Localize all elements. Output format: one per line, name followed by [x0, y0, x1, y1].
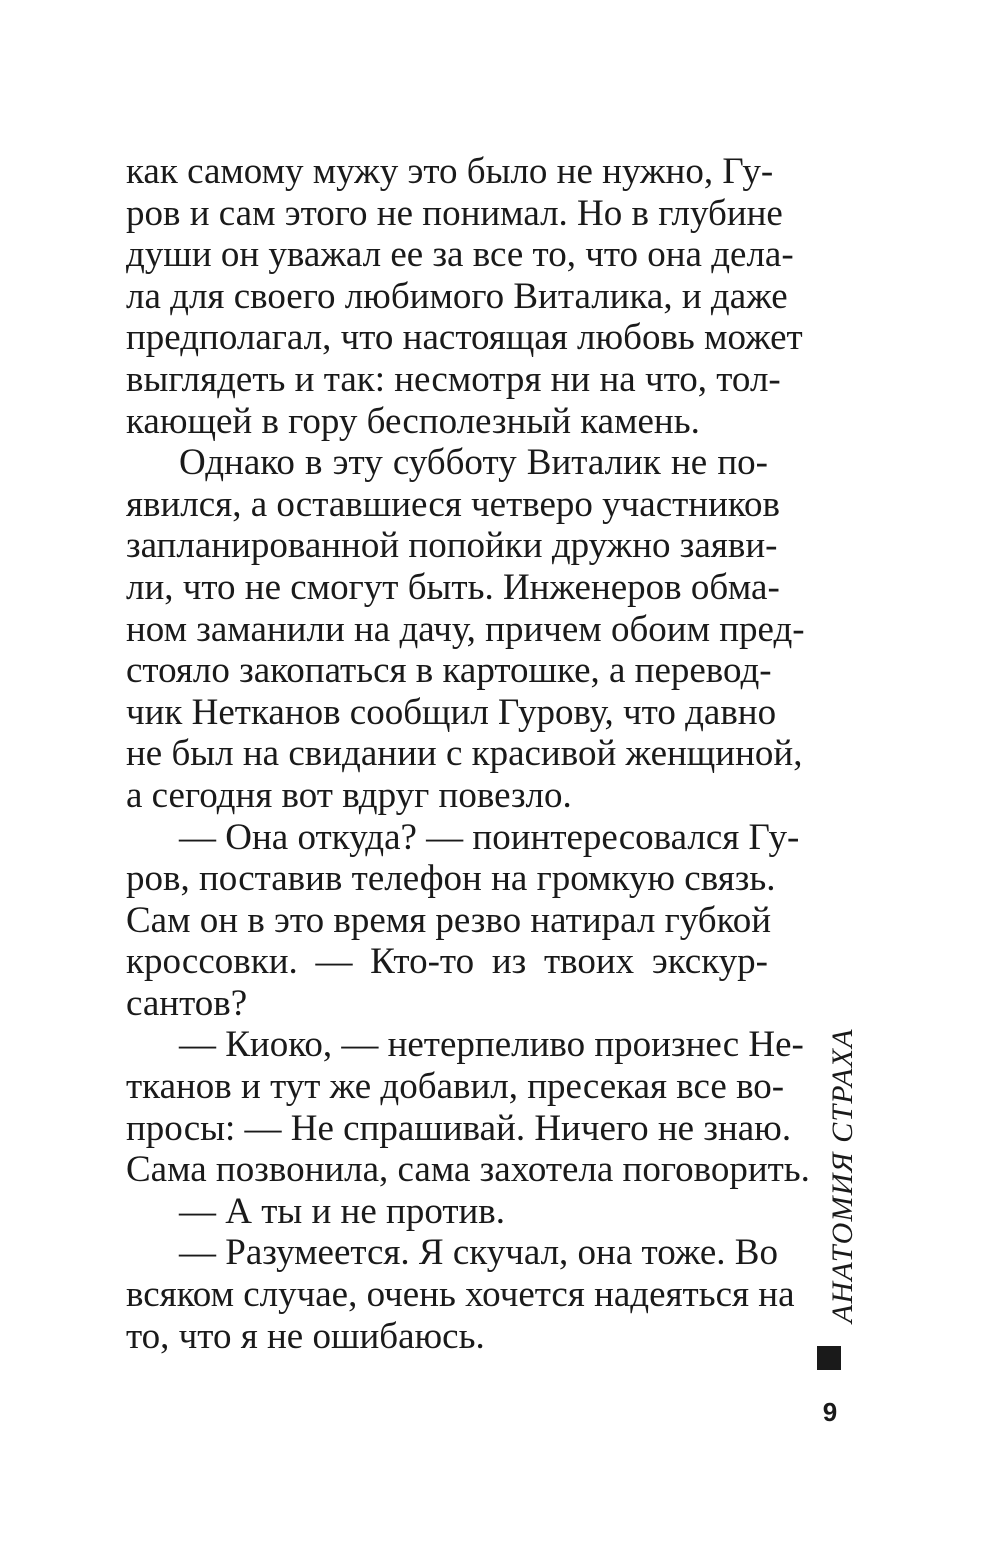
text-line: сантов?	[126, 982, 248, 1024]
text-line: — Она откуда? — поинтересовался Гу-	[179, 816, 800, 858]
text-line: запланированной попойки дружно заяви-	[126, 525, 778, 567]
text-line: явился, а оставшиеся четверо участников	[126, 483, 780, 525]
text-line: Сама позвонила, сама захотела поговорить.	[126, 1149, 810, 1191]
text-line: то, что я не ошибаюсь.	[126, 1315, 485, 1357]
text-line: тканов и тут же добавил, пресекая все во-	[126, 1066, 785, 1108]
text-line: ном заманили на дачу, причем обоим пред-	[126, 608, 805, 650]
text-line: всяком случае, очень хочется надеяться на	[126, 1274, 795, 1316]
text-line: ров, поставив телефон на громкую связь.	[126, 858, 776, 900]
running-head: АНАТОМИЯ СТРАХА	[826, 1028, 859, 1323]
text-line: Однако в эту субботу Виталик не по-	[179, 442, 768, 484]
text-line: ла для своего любимого Виталика, и даже	[126, 275, 788, 317]
text-line: просы: — Не спрашивай. Ничего не знаю.	[126, 1107, 792, 1149]
text-line: души он уважал ее за все то, что она дела-	[126, 234, 794, 276]
text-line: Сам он в это время резво натирал губкой	[126, 899, 771, 941]
text-line: — Разумеется. Я скучал, она тоже. Во	[179, 1232, 778, 1274]
page-number: 9	[822, 1397, 838, 1427]
text-line: ли, что не смогут быть. Инженеров обма-	[126, 566, 780, 608]
section-marker-square	[817, 1346, 841, 1370]
text-line: кающей в гору бесполезный камень.	[126, 400, 700, 442]
text-line: — Киоко, — нетерпеливо произнес Не-	[179, 1024, 804, 1066]
text-line: кроссовки. — Кто-то из твоих экскур-	[126, 941, 768, 983]
text-line: как самому мужу это было не нужно, Гу-	[126, 151, 774, 192]
text-line: чик Нетканов сообщил Гурову, что давно	[126, 691, 777, 733]
body-text	[126, 151, 810, 1357]
text-line: стояло закопаться в картошке, а перевод-	[126, 650, 772, 692]
text-line: ров и сам этого не понимал. Но в глубине	[126, 192, 783, 234]
text-line: предполагал, что настоящая любовь может	[126, 317, 803, 359]
text-line: не был на свидании с красивой женщиной,	[126, 733, 803, 775]
text-line: выглядеть и так: несмотря ни на что, тол-	[126, 358, 781, 400]
text-line: а сегодня вот вдруг повезло.	[126, 774, 572, 816]
text-line: — А ты и не против.	[179, 1190, 506, 1232]
